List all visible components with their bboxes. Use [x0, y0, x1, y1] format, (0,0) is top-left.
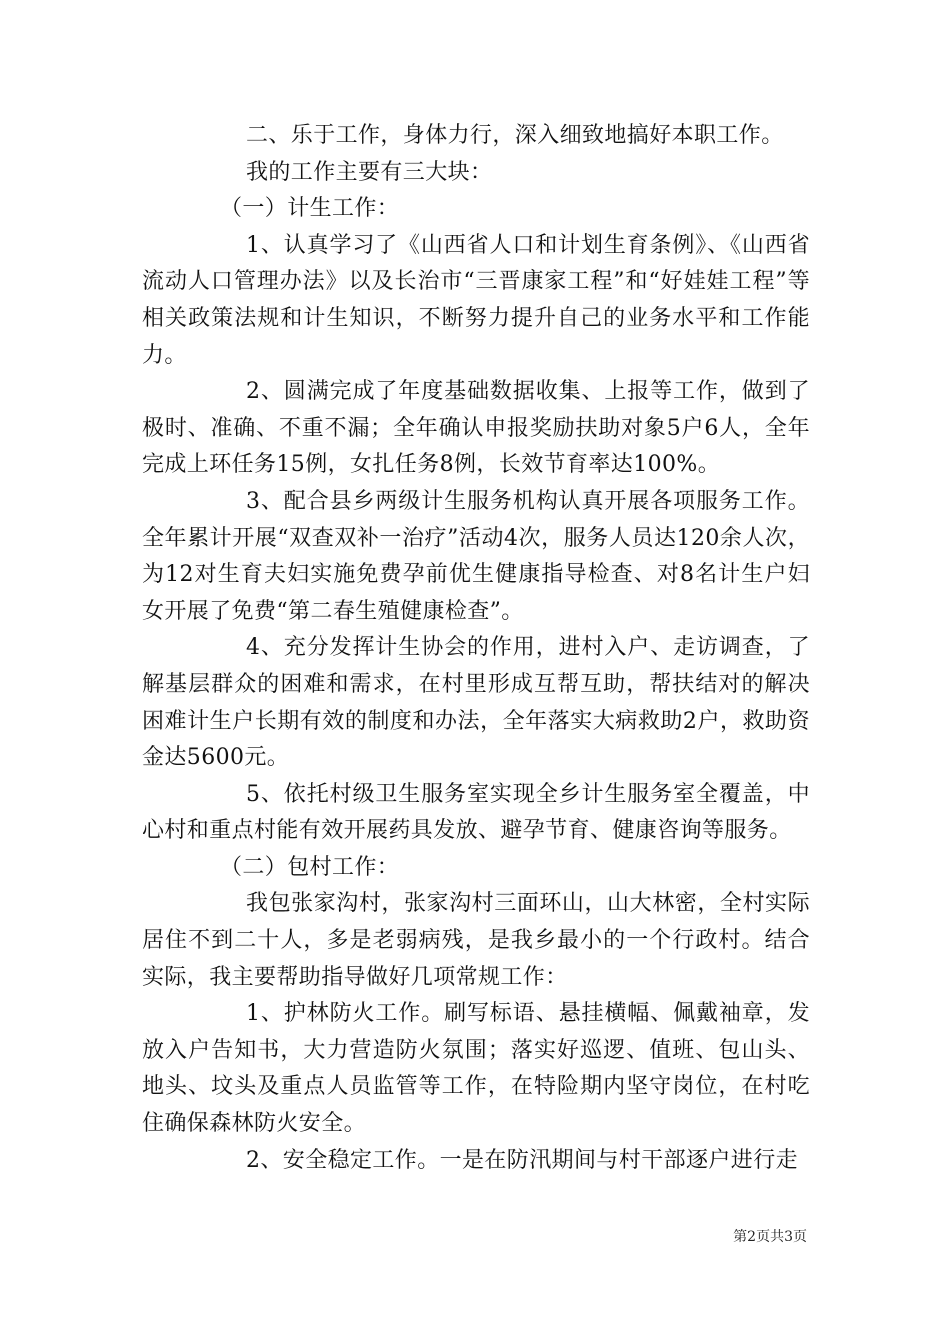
paragraph-item-1: 1、认真学习了《山西省人口和计划生育条例》、《山西省流动人口管理办法》以及长治市“三晋康家工程”和“好娃娃工程”等相关政策法规和计生知识，不断努力提升自己的业务水平和工作能力。: [142, 232, 810, 368]
subheading-family-planning: （一）计生工作：: [220, 196, 400, 222]
paragraph-fire-prevention: 1、护林防火工作。刷写标语、悬挂横幅、佩戴袖章，发放入户告知书，大力营造防火氛围；落实好巡逻、值班、包山头、地头、坟头及重点人员监管等工作，在特险期内坚守岗位，在村吃住确保森林防火安全。: [142, 1001, 810, 1137]
paragraph-section-two-heading: 二、乐于工作，身体力行，深入细致地搞好本职工作。: [246, 123, 784, 148]
paragraph-item-4: 4、充分发挥计生协会的作用，进村入户、走访调查，了解基层群众的困难和需求，在村里形成互帮互助，帮扶结对的解决困难计生户长期有效的制度和办法，全年落实大病救助2户，救助资金达5600元。: [142, 635, 810, 771]
paragraph-item-2: 2、圆满完成了年度基础数据收集、上报等工作，做到了极时、准确、不重不漏；全年确认申报奖励扶助对象5户6人，全年完成上环任务15例，女扎任务8例，长效节育率达100%。: [142, 379, 810, 478]
paragraph-item-3: 3、配合县乡两级计生服务机构认真开展各项服务工作。全年累计开展“双查双补一治疗”活动4次，服务人员达120余人次，为12对生育夫妇实施免费孕前优生健康指导检查、对8名计生户妇女开展了免费“第二春生殖健康检查”。: [142, 488, 810, 624]
subheading-village-work: （二）包村工作：: [220, 854, 400, 880]
document-body: [142, 118, 810, 1179]
paragraph-item-5: 5、依托村级卫生服务室实现全乡计生服务室全覆盖，中心村和重点村能有效开展药具发放、避孕节育、健康咨询等服务。: [142, 781, 810, 844]
paragraph-work-intro: 我的工作主要有三大块：: [246, 159, 493, 185]
paragraph-village-intro: 我包张家沟村，张家沟村三面环山，山大林密，全村实际居住不到二十人，多是老弱病残，是我乡最小的一个行政村。结合实际，我主要帮助指导做好几项常规工作：: [142, 891, 810, 990]
paragraph-safety-stability: 2、安全稳定工作。一是在防汛期间与村干部逐户进行走: [246, 1147, 798, 1173]
page-number-footer: 第2页共3页: [733, 1229, 807, 1245]
